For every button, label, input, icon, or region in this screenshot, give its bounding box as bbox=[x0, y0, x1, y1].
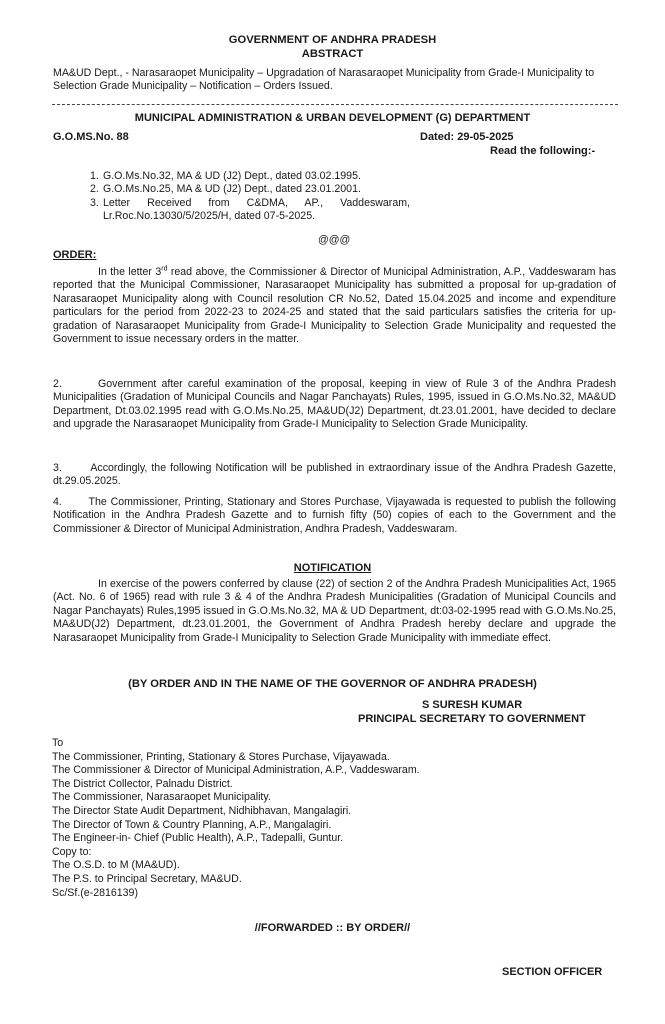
section-officer: SECTION OFFICER bbox=[502, 966, 603, 978]
forwarded-line: //FORWARDED :: BY ORDER// bbox=[254, 922, 411, 934]
reference-list bbox=[90, 170, 410, 224]
copy-to-label: Copy to: bbox=[52, 845, 92, 858]
notification-text: In exercise of the powers conferred by clause (22) of section 2 of the Andhra Pradesh Municipalities Act, 1965 (Act. No. 6 of 1965) read with rule 3 & 4 of the Andhra Pradesh Municipalities (Gradation of Municipal Councils and Nagar Panchayats) Rules,1995 issued in G.O.Ms.No.32, MA & UD Department, dt:03-02-1995 read with G.O.Ms.No.25, MA&UD(J2) Department, dt.23.01.2001, the Government of Andhra Pradesh hereby declare and upgrade the Narasaraopet Municipality from Grade-I Municipality to Selection Grade Municipality with immediate effect. bbox=[53, 578, 616, 644]
signatory-designation: PRINCIPAL SECRETARY TO GOVERNMENT bbox=[358, 713, 586, 725]
order-paragraph-4: 4. The Commissioner, Printing, Stationary and Stores Purchase, Vijayawada is requested to publish the following Notification in the Andhra Pradesh Gazette and to furnish fifty (50) copies of each to the Government and the Commissioner & Director of Municipal Administration, Andhra Pradesh, Vaddeswaram. bbox=[53, 496, 616, 535]
department-heading: MUNICIPAL ADMINISTRATION & URBAN DEVELOPMENT (G) DEPARTMENT bbox=[134, 112, 531, 124]
go-date: Dated: 29-05-2025 bbox=[420, 131, 514, 143]
recipient: The Commissioner & Director of Municipal Administration, A.P., Vaddeswaram. bbox=[52, 764, 420, 777]
order-paragraph-1: In the letter 3rd read above, the Commissioner & Director of Municipal Administration, A.P., Vaddeswaram has reported that the Municipal Commissioner, Narasaraopet Municipality has submitted a proposal for up-gradation of Narasaraopet Municipality along with Council resolution CR No.52, Dated 15.04.2025 and income and expenditure particulars for the period from 2022-23 to 2024-25 and stated that the said particulars satisfies the criteria for up-gradation of Narasaraopet Municipality from Grade-I Municipality to Selection Grade Municipality and requested the Government to issue necessary orders in the matter. bbox=[53, 265, 616, 346]
copy-recipient: The P.S. to Principal Secretary, MA&UD. bbox=[52, 872, 242, 885]
reference-item: 1. G.O.Ms.No.32, MA & UD (J2) Dept., dated 03.02.1995. bbox=[90, 170, 361, 182]
recipient: The Commissioner, Narasaraopet Municipality. bbox=[52, 791, 271, 804]
dashed-divider bbox=[52, 104, 618, 105]
recipient: The Commissioner, Printing, Stationary & Stores Purchase, Vijayawada. bbox=[52, 750, 390, 763]
copy-recipient: The O.S.D. to M (MA&UD). bbox=[52, 859, 180, 872]
reference-item: 3. Letter Received from C&DMA, AP., Vaddeswaram, Lr.Roc.No.13030/5/2025/H, dated 07-5-2025. bbox=[90, 196, 410, 223]
reference-item: 2. G.O.Ms.No.25, MA & UD (J2) Dept., dated 23.01.2001. bbox=[90, 183, 361, 196]
by-order-line: (BY ORDER AND IN THE NAME OF THE GOVERNOR OF ANDHRA PRADESH) bbox=[128, 678, 537, 690]
recipient: The Director State Audit Department, Nidhibhavan, Mangalagiri. bbox=[52, 804, 352, 817]
recipient: The Engineer-in- Chief (Public Health), A.P., Tadepalli, Guntur. bbox=[52, 832, 344, 845]
signatory-name: S SURESH KUMAR bbox=[422, 699, 523, 711]
notification-heading: NOTIFICATION bbox=[293, 562, 372, 574]
recipient: The Director of Town & Country Planning, A.P., Mangalagiri. bbox=[52, 818, 332, 831]
go-number: G.O.MS.No. 88 bbox=[53, 131, 129, 143]
government-title: GOVERNMENT OF ANDHRA PRADESH bbox=[228, 34, 437, 46]
order-paragraph-2: 2. Government after careful examination of the proposal, keeping in view of Rule 3 of the Andhra Pradesh Municipalities (Gradation of Municipal Councils and Nagar Panchayats) Rules, 1995, issued in G.O.Ms.No.32, MA&UD Department, Dt.03.02.1995 read with G.O.Ms.No.25, MA&UD(J2) Department, dt.23.01.2001, have decided to declare and upgrade the Narasaraopet Municipality from Grade-I Municipality to Selection Grade Municipality. bbox=[53, 378, 616, 431]
file-reference: Sc/Sf.(e-2816139) bbox=[52, 886, 138, 899]
subject-line: MA&UD Dept., - Narasaraopet Municipality – Upgradation of Narasaraopet Municipality from Grade-I Municipality to Selection Grade Municipality – Notification – Orders Issued. bbox=[53, 67, 595, 93]
abstract-title: ABSTRACT bbox=[301, 48, 364, 60]
read-following: Read the following:- bbox=[490, 145, 596, 157]
to-label: To bbox=[52, 737, 64, 749]
separator-mark: @@@ bbox=[318, 234, 351, 246]
order-paragraph-3: 3. Accordingly, the following Notification will be published in extraordinary issue of the Andhra Pradesh Gazette, dt.29.05.2025. bbox=[53, 462, 616, 488]
order-heading: ORDER: bbox=[53, 249, 97, 261]
recipient: The District Collector, Palnadu District. bbox=[52, 777, 233, 790]
distribution-list bbox=[52, 737, 572, 900]
